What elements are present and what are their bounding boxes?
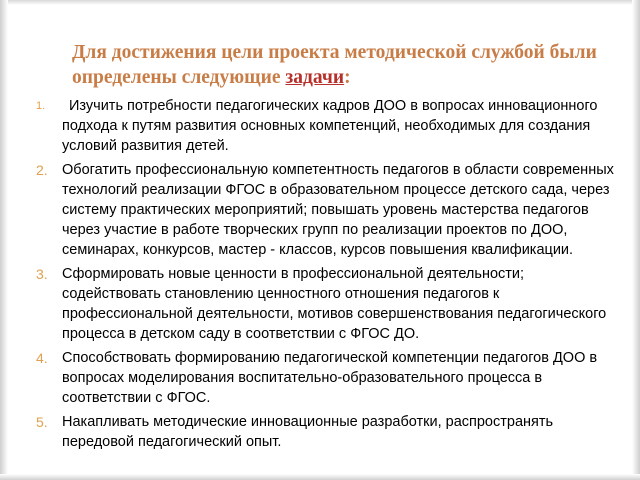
slide-title [72,40,612,90]
task-number: 4. [36,350,48,366]
slide-title-end: : [344,67,351,88]
slide-right-shadow [632,0,640,480]
task-number: 3. [36,266,48,282]
slide-top-shadow [0,0,640,5]
slide-title-highlight: задачи [285,67,345,88]
task-text: Сформировать новые ценности в профессиональной деятельности; содействовать становлению ценностного отношения педагогов к профессиональной деятельности, мотивов совершенствования педагогического процесса в детском саду в соответствии с ФГОС ДО. [62,266,607,342]
slide-title-main: Для достижения цели проекта методической службой были определены следующие [72,42,597,88]
task-text: Обогатить профессиональную компетентность педагогов в области современных технологий реализации ФГОС в образовательном процессе детского сада, через систему практических мероприятий; повышать уровень мастерства педагогов через участие в работе творческих групп по реализации проектов по ДОО, семинарах, конкурсов, мастер - классов, курсов повышения квалификации. [62,162,614,258]
task-text: Способствовать формированию педагогической компетенции педагогов ДОО в вопросах моделирования воспитательно-образовательного процесса в соответствии с ФГОС. [62,350,598,406]
task-text: Изучить потребности педагогических кадров ДОО в вопросах инновационного подхода к путям развития основных компетенций, необходимых для создания условий развития детей. [62,98,598,154]
task-item-3 [36,264,626,344]
slide-left-shadow [0,0,8,480]
task-list [36,96,626,456]
task-number: 2. [36,162,48,178]
task-text: Накапливать методические инновационные разработки, распространять передовой педагогический опыт. [62,414,554,450]
task-number: 1. [36,100,46,112]
task-item-4 [36,348,626,408]
slide-bottom-shadow [0,474,640,480]
task-item-5 [36,412,626,452]
task-item-1 [36,96,626,156]
task-number: 5. [36,414,48,430]
task-item-2 [36,160,626,260]
